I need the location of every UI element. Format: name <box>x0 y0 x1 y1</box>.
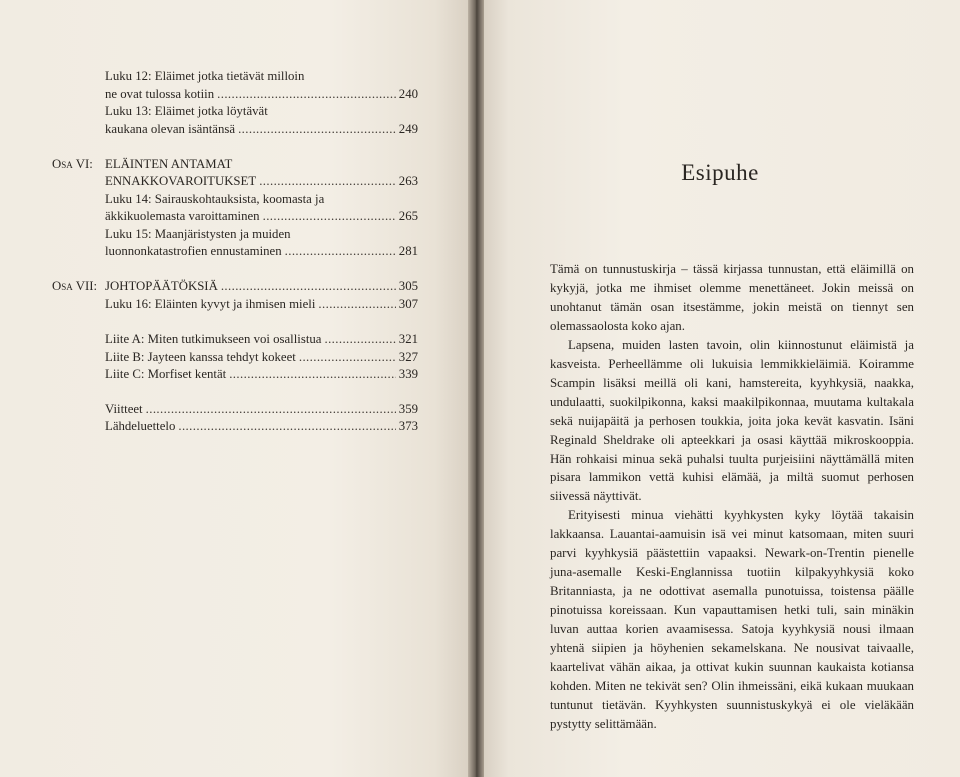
toc-entry-line: äkkikuolemasta varoittaminen <box>105 209 260 223</box>
dot-leader <box>318 296 395 312</box>
paragraph: Erityisesti minua viehätti kyyhkysten kyky löytää takaisin lakkaansa. Lauantai-aamuisin isä vei minut katsomaan, miten suuri parvi kyyhkysiä päästettiin vapaaksi. Newark-on-Trentin pienelle juna-asemalle Keski-Englannissa tuotiin kilpakyyhkysiä koko Britanniasta, ja ne odottivat asemalla punotuissa, toistensa päälle pinotuissa koreissaan. Kun vapauttamisen hetki tuli, sain minäkin luvan auttaa korien avaamisessa. Satoja kyyhkysiä nousi ilmaan yhtenä siipien ja höyhenien sekamelskana. Ne nousivat taivaalle, kaartelivat vähän aikaa, ja ottivat kukin suunnan kaukaista kotiansa kohden. Miten ne tekivät sen? Olin ihmeissäni, eikä kukaan muukaan tuntunut tietävän. Kyyhkysten suunnistuskykyä ei ole vieläkään pystytty selittämään. <box>550 508 914 731</box>
toc-entry <box>105 278 418 294</box>
toc-page-number: 321 <box>398 332 418 346</box>
toc-entry <box>105 173 418 189</box>
dot-leader <box>324 331 395 347</box>
dot-leader <box>238 121 396 137</box>
part-label: Osa VII: <box>52 279 98 293</box>
table-of-contents <box>0 0 472 777</box>
toc-page-number: 327 <box>398 350 418 364</box>
toc-page-number: 249 <box>398 122 418 136</box>
toc-entry-line: Luku 13: Eläimet jotka löytävät <box>105 104 268 118</box>
dot-leader <box>221 278 396 294</box>
toc-page-number: 305 <box>398 279 418 293</box>
paragraph: Lapsena, muiden lasten tavoin, olin kiinnostunut eläimistä ja kasveista. Perheellämme oli lukuisia lemmikkieläimiä. Koiramme Scampin lisäksi meillä oli kani, hamstereita, kyyhkysiä, naakka, undulaatti, suokilpikonna, kaksi maakilpikonnaa, muutama kultakala sekä nuijapäitä ja perhosen toukkia, joita joka kevät kasvatin. Isäni Reginald Sheldrake oli apteekkari ja osasi käyttää mikroskooppia. Hän rohkaisi minua sekä puhalsi tuulta purjeisiini näyttämällä miten pisara lammikon vettä kuhisi elämää, ja miltä suomut perhosen siivessä näyttivät. <box>550 337 914 504</box>
toc-page-number: 307 <box>398 297 418 311</box>
toc-entry <box>105 401 418 417</box>
toc-entry-line: JOHTOPÄÄTÖKSIÄ <box>105 279 218 293</box>
toc-page-number: 373 <box>398 419 418 433</box>
dot-leader <box>263 208 396 224</box>
toc-entry-line: Luku 15: Maanjäristysten ja muiden <box>105 227 291 241</box>
toc-entry <box>105 243 418 259</box>
toc-entry <box>105 296 418 312</box>
dot-leader <box>259 173 396 189</box>
preface-body <box>550 260 914 734</box>
toc-entry-line: Lähdeluettelo <box>105 419 176 433</box>
dot-leader <box>146 401 396 417</box>
toc-page-number: 359 <box>398 402 418 416</box>
dot-leader <box>178 418 395 434</box>
toc-entry-line: ELÄINTEN ANTAMAT <box>105 157 233 171</box>
toc-entry <box>105 121 418 137</box>
toc-entry <box>105 86 418 102</box>
part-label: Osa VI: <box>52 157 93 171</box>
toc-page-number: 263 <box>398 174 418 188</box>
dot-leader <box>217 86 396 102</box>
toc-entry <box>105 418 418 434</box>
toc-page-number: 281 <box>398 244 418 258</box>
toc-entry-line: Liite C: Morfiset kentät <box>105 367 227 381</box>
toc-entry <box>105 208 418 224</box>
paragraph: Tämä on tunnustuskirja – tässä kirjassa tunnustan, että eläimillä on kykyjä, jotka me ihmiset olemme menettäneet. Jokin meissä on unohtanut tämän osan itsestämme, jokin meistä on tiennyt sen olemassaolosta koko ajan. <box>550 262 914 333</box>
toc-entry-line: Liite A: Miten tutkimukseen voi osallistua <box>105 332 322 346</box>
toc-entry-line: Luku 14: Sairauskohtauksista, koomasta ja <box>105 192 325 206</box>
toc-entry-line: luonnonkatastrofien ennustaminen <box>105 244 282 258</box>
toc-entry <box>105 331 418 347</box>
dot-leader <box>229 366 396 382</box>
toc-page-number: 265 <box>398 209 418 223</box>
toc-entry-line: kaukana olevan isäntänsä <box>105 122 236 136</box>
toc-entry <box>105 349 418 365</box>
dot-leader <box>299 349 396 365</box>
chapter-title: Esipuhe <box>681 160 759 185</box>
toc-entry-line: Liite B: Jayteen kanssa tehdyt kokeet <box>105 350 296 364</box>
toc-entry-line: Viitteet <box>105 402 143 416</box>
toc-entry <box>105 366 418 382</box>
toc-page-number: 240 <box>398 87 418 101</box>
toc-entry-line: ENNAKKOVAROITUKSET <box>105 174 257 188</box>
toc-page-number: 339 <box>398 367 418 381</box>
toc-entry-line: Luku 16: Eläinten kyvyt ja ihmisen mieli <box>105 297 316 311</box>
toc-entry-line: ne ovat tulossa kotiin <box>105 87 215 101</box>
dot-leader <box>285 243 396 259</box>
toc-entry-line: Luku 12: Eläimet jotka tietävät milloin <box>105 69 305 83</box>
